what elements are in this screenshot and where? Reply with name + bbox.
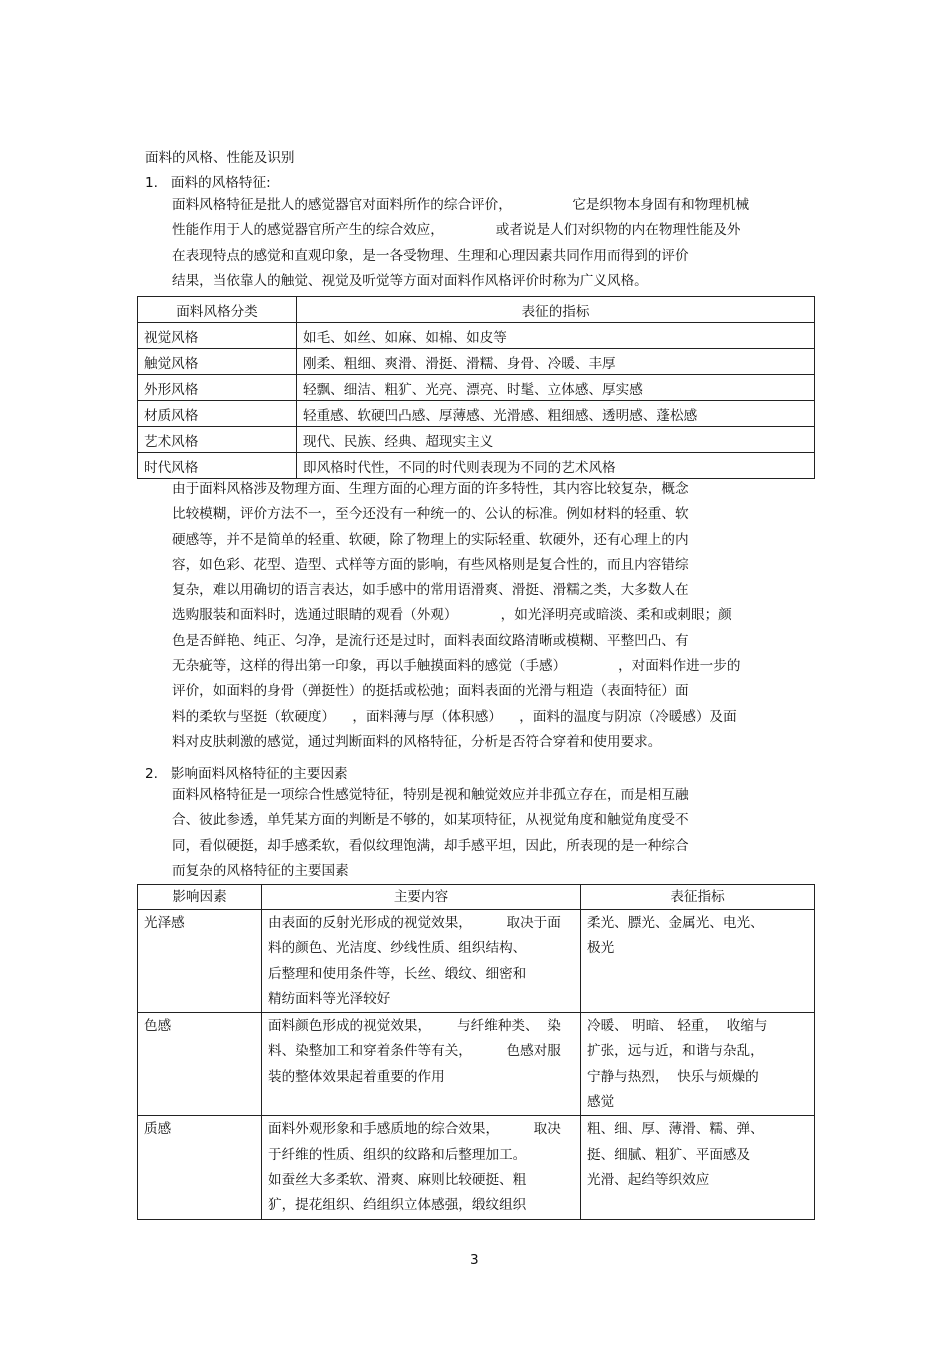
content-line: 于纤维的性质、组织的纹路和后整理加工。: [268, 1146, 527, 1163]
style-indicator: 现代、民族、经典、超现实主义: [297, 427, 815, 453]
indicator-line: 冷暖、 明暗、 轻重， 收缩与: [587, 1018, 768, 1035]
indicator-line: 感觉: [587, 1094, 615, 1111]
section1-paragraph: [172, 193, 749, 294]
section2-line: 合、彼此参透，单凭某方面的判断是不够的，如某项特征，从视觉角度和触觉角度受不: [172, 812, 689, 829]
section2-line: 同，看似硬挺，却手感柔软，看似纹理饱满，却手感平坦，因此，所表现的是一种综合: [172, 837, 689, 854]
body-line: 无杂疵等，这样的得出第一印象，再以手触摸面料的感觉（手感） ，对面料作进一步的: [172, 658, 741, 675]
style-category: 外形风格: [138, 375, 297, 401]
style-indicator: 轻飘、细洁、粗犷、光亮、漂亮、时髦、立体感、厚实感: [297, 375, 815, 401]
table-header-row: [138, 297, 815, 323]
factor-indicator: [581, 910, 815, 1013]
table-header-cell: 面料风格分类: [138, 297, 297, 323]
content-line: 后整理和使用条件等，长丝、缎纹、细密和: [268, 965, 527, 982]
content-line: 精纺面料等光泽较好: [268, 990, 391, 1007]
content-line: 料的颜色、光洁度、纱线性质、组织结构、: [268, 940, 527, 957]
style-table: [137, 296, 815, 479]
body-line: 选购服装和面料时，选通过眼睛的观看（外观） ，如光泽明亮或暗淡、柔和或刺眼；颜: [172, 607, 732, 624]
table-header-cell: 表征的指标: [297, 297, 815, 323]
section1-line: 面料风格特征是批人的感觉器官对面料所作的综合评价， 它是织物本身固有和物理机械: [172, 197, 750, 213]
content-line: 装的整体效果起着重要的作用: [268, 1068, 445, 1085]
indicator-line: 极光: [587, 940, 615, 957]
style-indicator: 即风格时代性，不同的时代则表现为不同的艺术风格: [297, 453, 815, 479]
section1-line: 性能作用于人的感觉器官所产生的综合效应， 或者说是人们对织物的内在物理性能及外: [172, 222, 741, 239]
table-header-cell: 表征指标: [581, 885, 815, 910]
factor-indicator: [581, 1013, 815, 1116]
factor-name: 色感: [138, 1013, 262, 1116]
style-category: 时代风格: [138, 453, 297, 479]
content-line: 由表面的反射光形成的视觉效果， 取决于面: [268, 915, 561, 931]
style-indicator: 轻重感、软硬凹凸感、厚薄感、光滑感、粗细感、透明感、蓬松感: [297, 401, 815, 427]
factor-content: [262, 1116, 581, 1219]
section2-paragraph: [172, 783, 689, 884]
body-line: 色是否鲜艳、纯正、匀净，是流行还是过时，面料表面纹路清晰或模糊、平整凹凸、有: [172, 632, 689, 649]
section2-line: 面料风格特征是一项综合性感觉特征，特别是视和触觉效应并非孤立存在，而是相互融: [172, 787, 689, 803]
indicator-line: 柔光、膘光、金属光、电光、: [587, 915, 764, 931]
table-row: [138, 375, 815, 401]
table-row: [138, 1116, 815, 1219]
table-header-cell: 影响因素: [138, 885, 262, 910]
factor-content: [262, 1013, 581, 1116]
body-paragraph: [172, 477, 740, 755]
body-line: 硬感等，并不是简单的轻重、软硬，除了物理上的实际轻重、软硬外，还有心理上的内: [172, 531, 689, 548]
indicator-line: 宁静与热烈， 快乐与烦燥的: [587, 1068, 759, 1085]
factor-name: 质感: [138, 1116, 262, 1219]
table-header-row: [138, 885, 815, 910]
style-indicator: 如毛、如丝、如麻、如棉、如皮等: [297, 323, 815, 349]
table-header-cell: 主要内容: [262, 885, 581, 910]
body-line: 料对皮肤刺激的感觉，通过判断面料的风格特征，分析是否符合穿着和使用要求。: [172, 733, 662, 750]
table-row: [138, 401, 815, 427]
factor-content: [262, 910, 581, 1013]
content-line: 料、染整加工和穿着条件等有关， 色感对服: [268, 1043, 561, 1060]
section1-line: 结果，当依靠人的触觉、视觉及听觉等方面对面料作风格评价时称为广义风格。: [172, 272, 648, 289]
content-line: 面料外观形象和手感质地的综合效果， 取决: [268, 1121, 561, 1138]
section1-line: 在表现特点的感觉和直观印象，是一各受物理、生理和心理因素共同作用而得到的评价: [172, 247, 689, 264]
body-line: 容，如色彩、花型、造型、式样等方面的影响，有些风格则是复合性的，而且内容错综: [172, 556, 689, 573]
table-row: [138, 910, 815, 1013]
style-category: 艺术风格: [138, 427, 297, 453]
section1-heading: 1. 面料的风格特征:: [145, 175, 271, 191]
factor-name: 光泽感: [138, 910, 262, 1013]
table-row: [138, 1013, 815, 1116]
style-category: 视觉风格: [138, 323, 297, 349]
table-row: [138, 349, 815, 375]
body-line: 评价，如面料的身骨（弹挺性）的挺括或松弛；面料表面的光滑与粗造（表面特征）面: [172, 683, 689, 700]
content-line: 面料颜色形成的视觉效果， 与纤维种类、 染: [268, 1018, 561, 1035]
section2-line: 而复杂的风格特征的主要国素: [172, 862, 349, 879]
body-line: 料的柔软与坚挺（软硬度） ，面料薄与厚（体积感） ，面料的温度与阴凉（冷暖感）及面: [172, 708, 737, 725]
indicator-line: 扩张，远与近，和谐与杂乱，: [587, 1043, 764, 1060]
indicator-line: 粗、细、厚、薄滑、糯、弹、: [587, 1121, 764, 1138]
body-line: 由于面料风格涉及物理方面、生理方面的心理方面的许多特性，其内容比较复杂，概念: [172, 481, 689, 497]
body-line: 复杂，难以用确切的语言表达，如手感中的常用语滑爽、滑挺、滑糯之类，大多数人在: [172, 582, 689, 599]
content-line: 如蚕丝大多柔软、滑爽、麻则比较硬挺、粗: [268, 1171, 527, 1188]
style-category: 材质风格: [138, 401, 297, 427]
indicator-line: 挺、细腻、粗犷、平面感及: [587, 1146, 751, 1163]
table-row: [138, 323, 815, 349]
doc-title: 面料的风格、性能及识别: [145, 150, 295, 166]
table-row: [138, 453, 815, 479]
table-row: [138, 427, 815, 453]
factor-table: [137, 884, 815, 1220]
style-indicator: 刚柔、粗细、爽滑、滑挺、滑糯、身骨、冷暖、丰厚: [297, 349, 815, 375]
factor-indicator: [581, 1116, 815, 1219]
content-line: 犷，提花组织、绉组织立体感强，缎纹组织: [268, 1197, 527, 1214]
section2-heading: 2. 影响面料风格特征的主要因素: [145, 766, 348, 782]
page-number: 3: [470, 1252, 479, 1268]
indicator-line: 光滑、起绉等织效应: [587, 1171, 710, 1188]
style-category: 触觉风格: [138, 349, 297, 375]
body-line: 比较模糊，评价方法不一，至今还没有一种统一的、公认的标准。例如材料的轻重、软: [172, 506, 689, 523]
